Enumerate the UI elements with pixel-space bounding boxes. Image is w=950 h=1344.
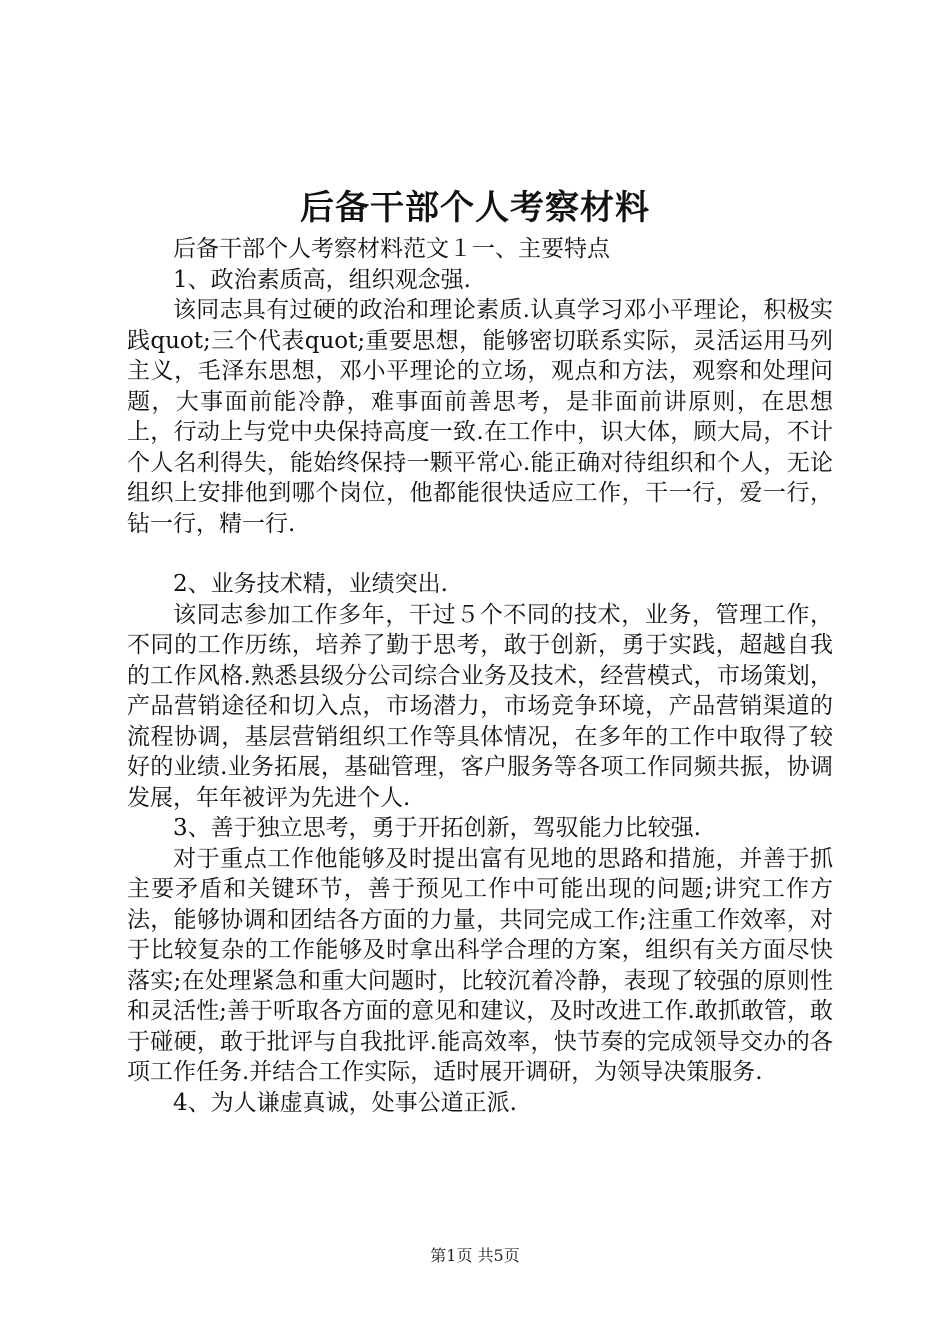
paragraph-point-2: 该同志参加工作多年，干过５个不同的技术，业务，管理工作，不同的工作历练，培养了勤于思考，敢于创新，勇于实践，超越自我的工作风格.熟悉县级分公司综合业务及技术，经营模式，市场策划，产品营销途径和切入点，市场潜力，市场竞争环境，产品营销渠道的流程协调，基层营销组织工作等具体情况，在多年的工作中取得了较好的业绩.业务拓展，基础管理，客户服务等各项工作同频共振，协调发展，年年被评为先进个人. <box>127 601 833 811</box>
page-number-footer: 第1页 共5页 <box>430 1246 520 1265</box>
paragraph-point-3: 对于重点工作他能够及时提出富有见地的思路和措施，并善于抓主要矛盾和关键环节，善于预见工作中可能出现的问题;讲究工作方法，能够协调和团结各方面的力量，共同完成工作;注重工作效率，对于比较复杂的工作能够及时拿出科学合理的方案，组织有关方面尽快落实;在处理紧急和重大问题时，比较沉着冷静，表现了较强的原则性和灵活性;善于听取各方面的意见和建议，及时改进工作.敢抓敢管，敢于碰硬，敢于批评与自我批评.能高效率，快节奏的完成领导交办的各项工作任务.并结合工作实际，适时展开调研，为领导决策服务. <box>127 845 833 1085</box>
document-title: 后备干部个人考察材料 <box>300 188 650 228</box>
heading-point-2: 2、业务技术精，业绩突出. <box>173 571 448 597</box>
paragraph-intro: 后备干部个人考察材料范文１一、主要特点 <box>173 236 610 262</box>
paragraph-point-1: 该同志具有过硬的政治和理论素质.认真学习邓小平理论，积极实践quot;三个代表quot;重要思想，能够密切联系实际，灵活运用马列主义，毛泽东思想，邓小平理论的立场，观点和方法，观察和处理问题，大事面前能冷静，难事面前善思考，是非面前讲原则，在思想上，行动上与党中央保持高度一致.在工作中，识大体，顾大局，不计个人名利得失，能始终保持一颗平常心.能正确对待组织和个人，无论组织上安排他到哪个岗位，他都能很快适应工作，干一行，爱一行，钻一行，精一行. <box>127 297 833 537</box>
heading-point-1: 1、政治素质高，组织观念强. <box>173 266 471 293</box>
heading-point-4: 4、为人谦虚真诚，处事公道正派. <box>173 1089 517 1116</box>
heading-point-3: 3、善于独立思考，勇于开拓创新，驾驭能力比较强. <box>173 815 701 841</box>
document-body <box>127 234 833 1118</box>
